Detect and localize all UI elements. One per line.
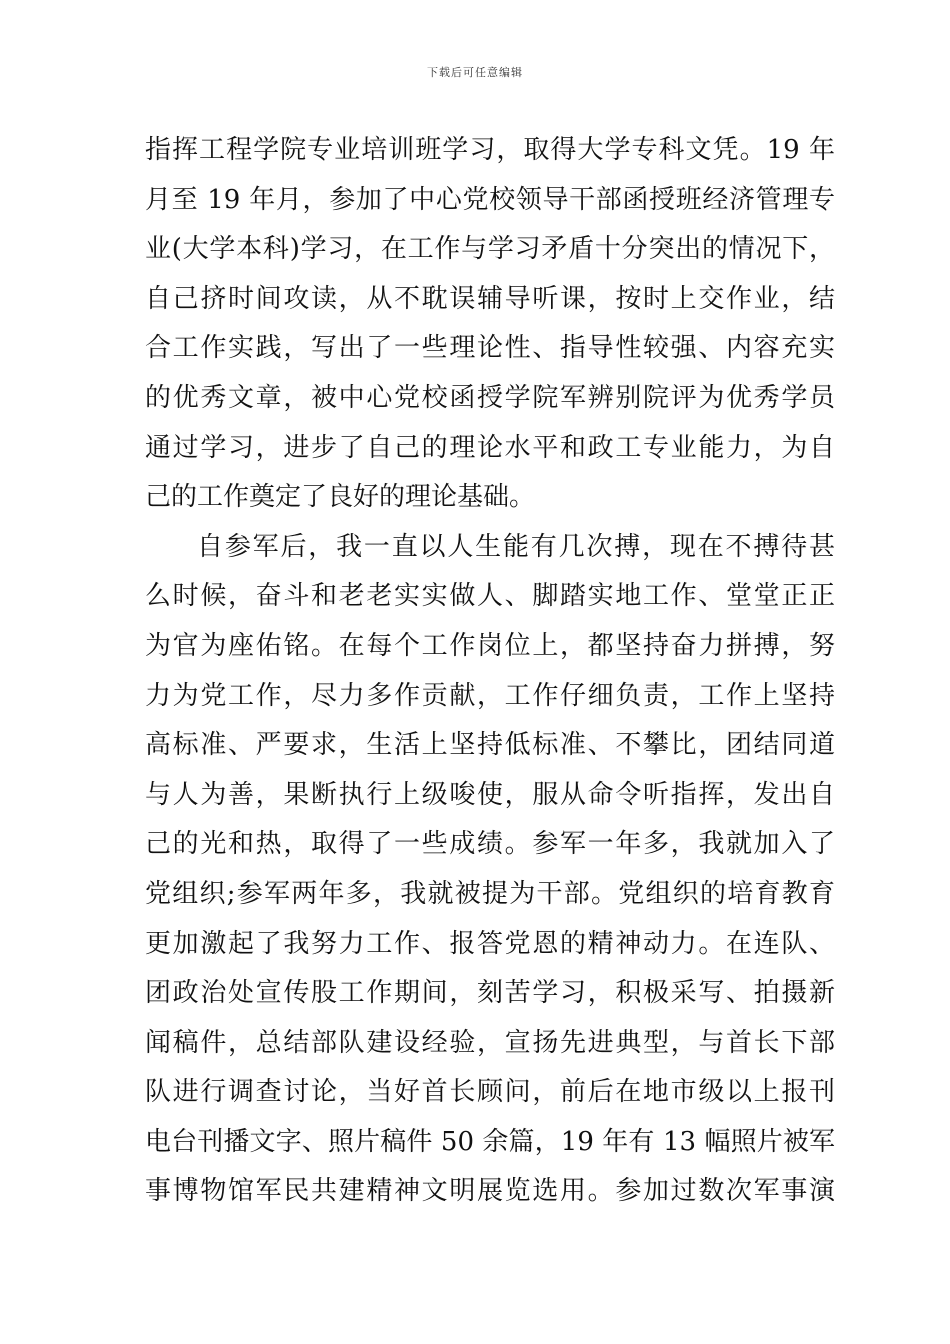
text-line: 月至 19 年月，参加了中心党校领导干部函授班经济管理专 (145, 184, 835, 215)
text-line: 指挥工程学院专业培训班学习，取得大学专科文凭。19 年 (145, 135, 835, 165)
text-line: 的优秀文章，被中心党校函授学院军辨别院评为优秀学员 (145, 382, 835, 413)
text-line: 更加激起了我努力工作、报答党恩的精神动力。在连队、 (145, 928, 835, 959)
text-line: 高标准、严要求，生活上坚持低标准、不攀比，团结同道 (145, 730, 835, 761)
text-line: 电台刊播文字、照片稿件 50 余篇，19 年有 13 幅照片被军 (145, 1126, 835, 1157)
text-line: 合工作实践，写出了一些理论性、指导性较强、内容充实 (145, 333, 835, 364)
text-line: 己的光和热，取得了一些成绩。参军一年多，我就加入了 (145, 829, 835, 860)
text-line: 队进行调查讨论，当好首长顾问，前后在地市级以上报刊 (145, 1077, 835, 1108)
text-line: 么时候，奋斗和老老实实做人、脚踏实地工作、堂堂正正 (145, 581, 835, 612)
text-line: 力为党工作，尽力多作贡献，工作仔细负责，工作上坚持 (145, 680, 835, 711)
text-line: 自己挤时间攻读，从不耽误辅导听课，按时上交作业，结 (145, 283, 835, 314)
text-line: 己的工作奠定了良好的理论基础。 (145, 482, 536, 513)
text-line: 业(大学本科)学习，在工作与学习矛盾十分突出的情况下， (145, 234, 835, 265)
text-line: 闻稿件，总结部队建设经验，宣扬先进典型，与首长下部 (145, 1027, 835, 1058)
text-line: 事博物馆军民共建精神文明展览选用。参加过数次军事演 (145, 1176, 835, 1207)
text-line: 党组织;参军两年多，我就被提为干部。党组织的培育教育 (145, 878, 835, 909)
text-line: 团政治处宣传股工作期间，刻苦学习，积极采写、拍摄新 (145, 978, 835, 1009)
paragraph-1 (145, 126, 835, 523)
document-body (145, 126, 835, 1217)
page-header: 下载后可任意编辑 (427, 66, 523, 79)
text-line: 为官为座佑铭。在每个工作岗位上，都坚持奋力拼搏，努 (145, 630, 835, 661)
paragraph-2 (145, 523, 835, 1217)
text-line: 自参军后，我一直以人生能有几次搏，现在不搏待甚 (197, 531, 835, 562)
text-line: 通过学习，进步了自己的理论水平和政工专业能力，为自 (145, 432, 835, 463)
text-line: 与人为善，果断执行上级唆使，服从命令听指挥，发出自 (145, 779, 835, 810)
